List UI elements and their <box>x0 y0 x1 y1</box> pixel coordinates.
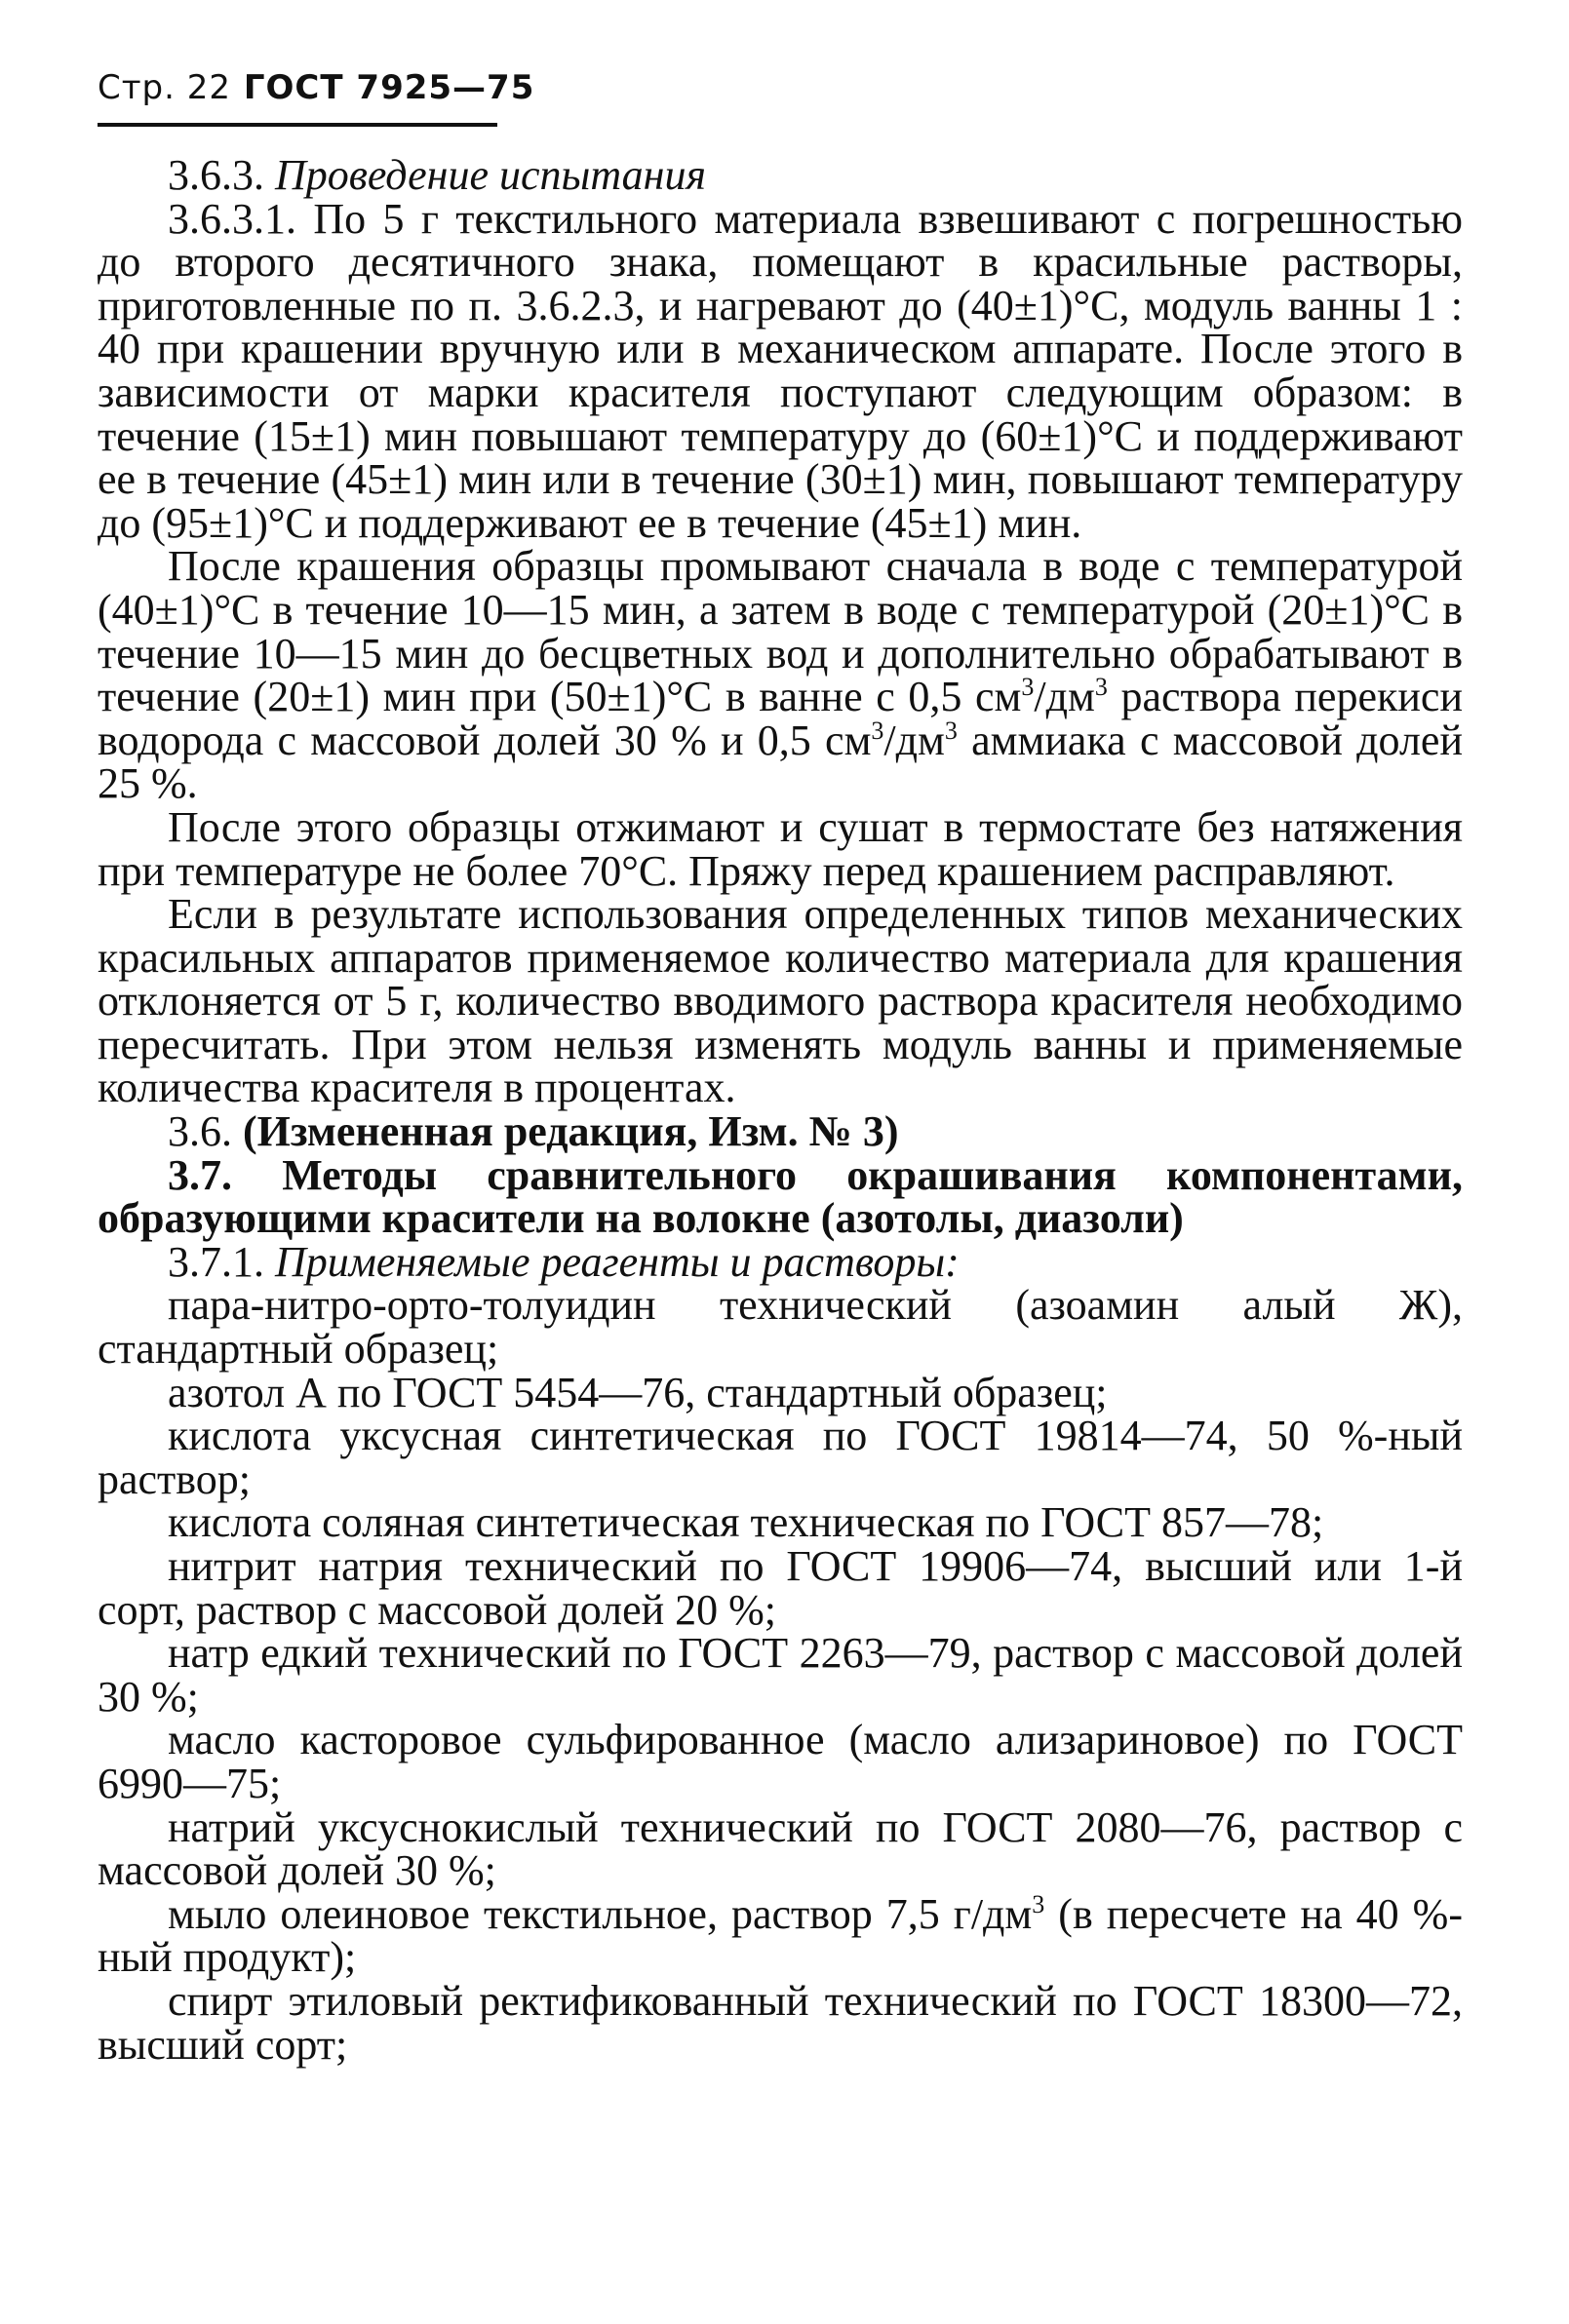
reagent-item: кислота уксусная синтетическая по ГОСТ 19814—74, 50 %-ный раствор; <box>98 1412 1463 1503</box>
reagent-item: нитрит натрия технический по ГОСТ 19906—74, высший или 1-й сорт, раствор с массовой долей 20 %; <box>98 1542 1463 1634</box>
superscript: 3 <box>1032 1889 1045 1918</box>
paragraph-number: 3.6.3.1. <box>168 194 296 243</box>
paragraph-3-6-3-1 <box>98 194 1464 547</box>
page-header <box>98 68 534 107</box>
reagent-item: азотол А по ГОСТ 5454—76, стандартный образец; <box>168 1368 1108 1416</box>
reagent-item: масло касторовое сульфированное (масло ализариновое) по ГОСТ 6990—75; <box>98 1716 1463 1807</box>
superscript: 3 <box>871 716 884 745</box>
paragraph-text: раствора перекиси водорода с массовой долей 30 % и 0,5 см <box>98 673 1463 764</box>
section-3-6-3-heading <box>98 151 1463 199</box>
reagent-text: мыло олеиновое текстильное, раствор 7,5 г/дм <box>168 1889 1033 1938</box>
reagent-item: пара-нитро-орто-толуидин технический (азоамин алый Ж), стандартный образец; <box>98 1281 1463 1374</box>
page-number: Стр. 22 <box>98 68 232 107</box>
section-title: Методы сравнительного окрашивания компонентами, образующими красители на волокне (азотолы, диазоли) <box>98 1150 1464 1243</box>
section-3-7-heading <box>98 1150 1464 1243</box>
superscript: 3 <box>1021 673 1035 702</box>
amendment-number: 3.6. <box>168 1107 232 1156</box>
paragraph-washing <box>98 542 1463 808</box>
paragraph-text: После крашения образцы промывают сначала в воде с температурой (40±1)°С в течение 10—15 мин, а затем в воде с температурой (20±1)°С в течение 10—15 мин до бесцветных вод и дополнительно обрабатывают в течение (20±1) мин при (50±1)°С в ванне с 0,5 см <box>98 542 1463 721</box>
reagent-item: натр едкий технический по ГОСТ 2263—79, раствор с массовой долей 30 %; <box>98 1629 1463 1721</box>
section-number: 3.7.1. <box>168 1237 264 1286</box>
paragraph-recalculation: Если в результате использования определенных типов механических красильных аппаратов применяемое количество материала для крашения отклоняется от 5 г, количество вводимого раствора красителя необходимо пересчитать. При этом нельзя изменять модуль ванны и применяемые количества красителя в процентах. <box>98 890 1463 1112</box>
standard-code: ГОСТ 7925—75 <box>243 68 535 107</box>
section-3-7-1-heading <box>98 1237 1463 1286</box>
reagent-item: спирт этиловый ректификованный технический по ГОСТ 18300—72, высший сорт; <box>98 1976 1463 2069</box>
section-number: 3.7. <box>168 1150 232 1199</box>
reagent-item <box>98 1889 1463 1982</box>
paragraph-text: /дм <box>883 716 945 764</box>
section-title: Применяемые реагенты и растворы: <box>275 1237 960 1286</box>
reagent-item: натрий уксуснокислый технический по ГОСТ 2080—76, раствор с массовой долей 30 %; <box>98 1802 1463 1895</box>
paragraph-text: По 5 г текстильного материала взвешивают с погрешностью до второго десятичного знака, помещают в красильные растворы, приготовленные по п. 3.6.2.3, и нагревают до (40±1)°С, модуль ванны 1 : 40 при крашении вручную или в механическом аппарате. После этого в зависимости от марки красителя поступают следующим образом: в течение (15±1) мин повышают температуру до (60±1)°С и поддерживают ее в течение (45±1) мин или в течение (30±1) мин, повышают температуру до (95±1)°С и поддерживают ее в течение (45±1) мин. <box>98 194 1464 547</box>
amendment-text: (Измененная редакция, Изм. № 3) <box>243 1107 899 1156</box>
section-title: Проведение испытания <box>275 151 706 199</box>
paragraph-text: /дм <box>1034 673 1095 721</box>
section-number: 3.6.3. <box>168 151 264 199</box>
superscript: 3 <box>944 716 958 745</box>
paragraph-drying: После этого образцы отжимают и сушат в термостате без натяжения при температуре не более 70°С. Пряжу перед крашением расправляют. <box>98 802 1463 895</box>
superscript: 3 <box>1094 673 1108 702</box>
document-body <box>98 151 1464 2069</box>
reagent-text: (в пересчете на 40 %-ный продукт); <box>98 1889 1463 1982</box>
amendment-note <box>98 1107 1463 1156</box>
paragraph-text: аммиака с массовой долей 25 %. <box>98 716 1463 808</box>
reagent-item: кислота соляная синтетическая техническая по ГОСТ 857—78; <box>168 1498 1324 1547</box>
header-rule <box>98 123 497 127</box>
